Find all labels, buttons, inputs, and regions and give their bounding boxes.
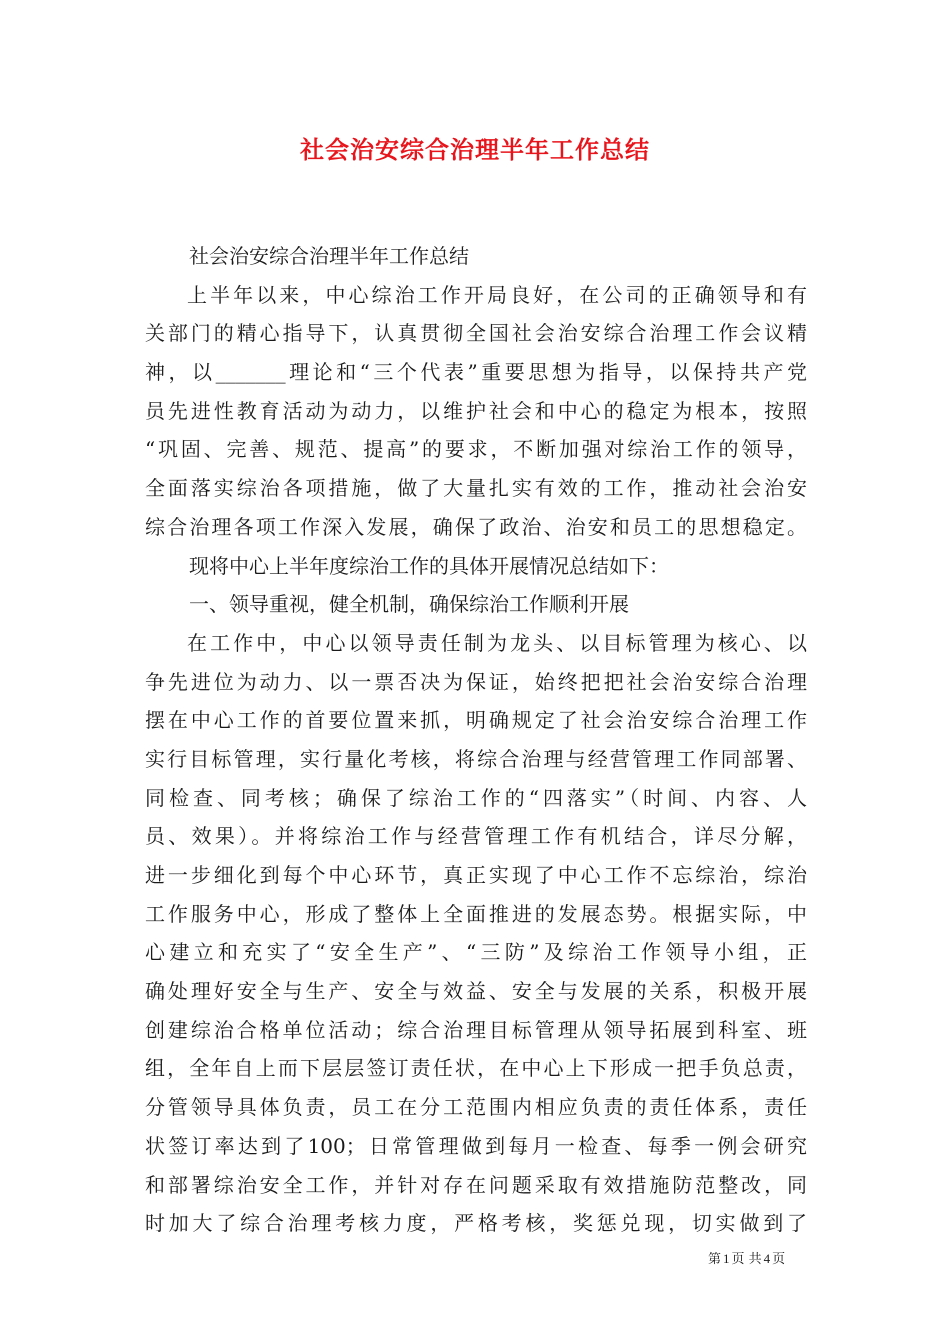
body-line: 分管领导具体负责，员工在分工范围内相应负责的责任体系，责任 xyxy=(145,1095,807,1120)
body-line: 实行目标管理，实行量化考核，将综合治理与经营管理工作同部署、 xyxy=(145,746,807,771)
footer-suffix: 页 xyxy=(772,1252,786,1267)
total-page-number: 4 xyxy=(763,1251,771,1266)
body-line: 摆在中心工作的首要位置来抓，明确规定了社会治安综合治理工作 xyxy=(145,708,807,733)
footer-middle: 页 共 xyxy=(731,1252,762,1267)
body-line: “巩固、完善、规范、提高”的要求，不断加强对综治工作的领导， xyxy=(145,437,807,462)
body-line: 全面落实综治各项措施，做了大量扎实有效的工作，推动社会治安 xyxy=(145,476,807,501)
body-line: 和部署综治安全工作，并针对存在问题采取有效措施防范整改，同 xyxy=(145,1172,807,1197)
page-footer xyxy=(708,1248,785,1267)
body-line: 员先进性教育活动为动力，以维护社会和中心的稳定为根本，按照 xyxy=(145,398,807,423)
body-line: 现将中心上半年度综治工作的具体开展情况总结如下： xyxy=(189,553,669,578)
body-line: 时加大了综合治理考核力度，严格考核，奖惩兑现，切实做到了 xyxy=(145,1211,807,1236)
body-line: 工作服务中心，形成了整体上全面推进的发展态势。根据实际，中 xyxy=(145,901,807,926)
section-heading: 一、领导重视，健全机制，确保综治工作顺利开展 xyxy=(189,592,629,617)
body-line: 进一步细化到每个中心环节，真正实现了中心工作不忘综治，综治 xyxy=(145,863,807,887)
body-line: 员、效果）。并将综治工作与经营管理工作有机结合，详尽分解， xyxy=(145,824,807,849)
body-line: 在工作中，中心以领导责任制为龙头、以目标管理为核心、以 xyxy=(187,630,807,655)
body-line: 同检查、同考核；确保了综治工作的“四落实”（时间、内容、人 xyxy=(145,785,807,810)
body-line: 关部门的精心指导下，认真贯彻全国社会治安综合治理工作会议精 xyxy=(145,321,807,346)
body-line: 创建综治合格单位活动；综合治理目标管理从领导拓展到科室、班 xyxy=(145,1017,807,1042)
body-line: 状签订率达到了100；日常管理做到每月一检查、每季一例会研究 xyxy=(145,1133,807,1158)
body-line: 综合治理各项工作深入发展，确保了政治、治安和员工的思想稳定。 xyxy=(145,514,807,539)
body-line: 组，全年自上而下层层签订责任状，在中心上下形成一把手负总责， xyxy=(145,1056,807,1081)
body-line: 神，以_______理论和“三个代表”重要思想为指导，以保持共产党 xyxy=(145,360,807,385)
body-line: 心建立和充实了“安全生产”、“三防”及综治工作领导小组，正 xyxy=(145,940,807,965)
document-title: 社会治安综合治理半年工作总结 xyxy=(300,135,650,164)
body-line: 上半年以来，中心综治工作开局良好，在公司的正确领导和有 xyxy=(187,282,807,307)
document-body xyxy=(145,237,807,1243)
footer-prefix: 第 xyxy=(708,1252,722,1267)
current-page-number: 1 xyxy=(723,1251,730,1266)
body-line: 争先进位为动力、以一票否决为保证，始终把把社会治安综合治理 xyxy=(145,669,807,694)
body-line: 确处理好安全与生产、安全与效益、安全与发展的关系，积极开展 xyxy=(145,979,807,1004)
body-line-subtitle: 社会治安综合治理半年工作总结 xyxy=(189,244,469,268)
